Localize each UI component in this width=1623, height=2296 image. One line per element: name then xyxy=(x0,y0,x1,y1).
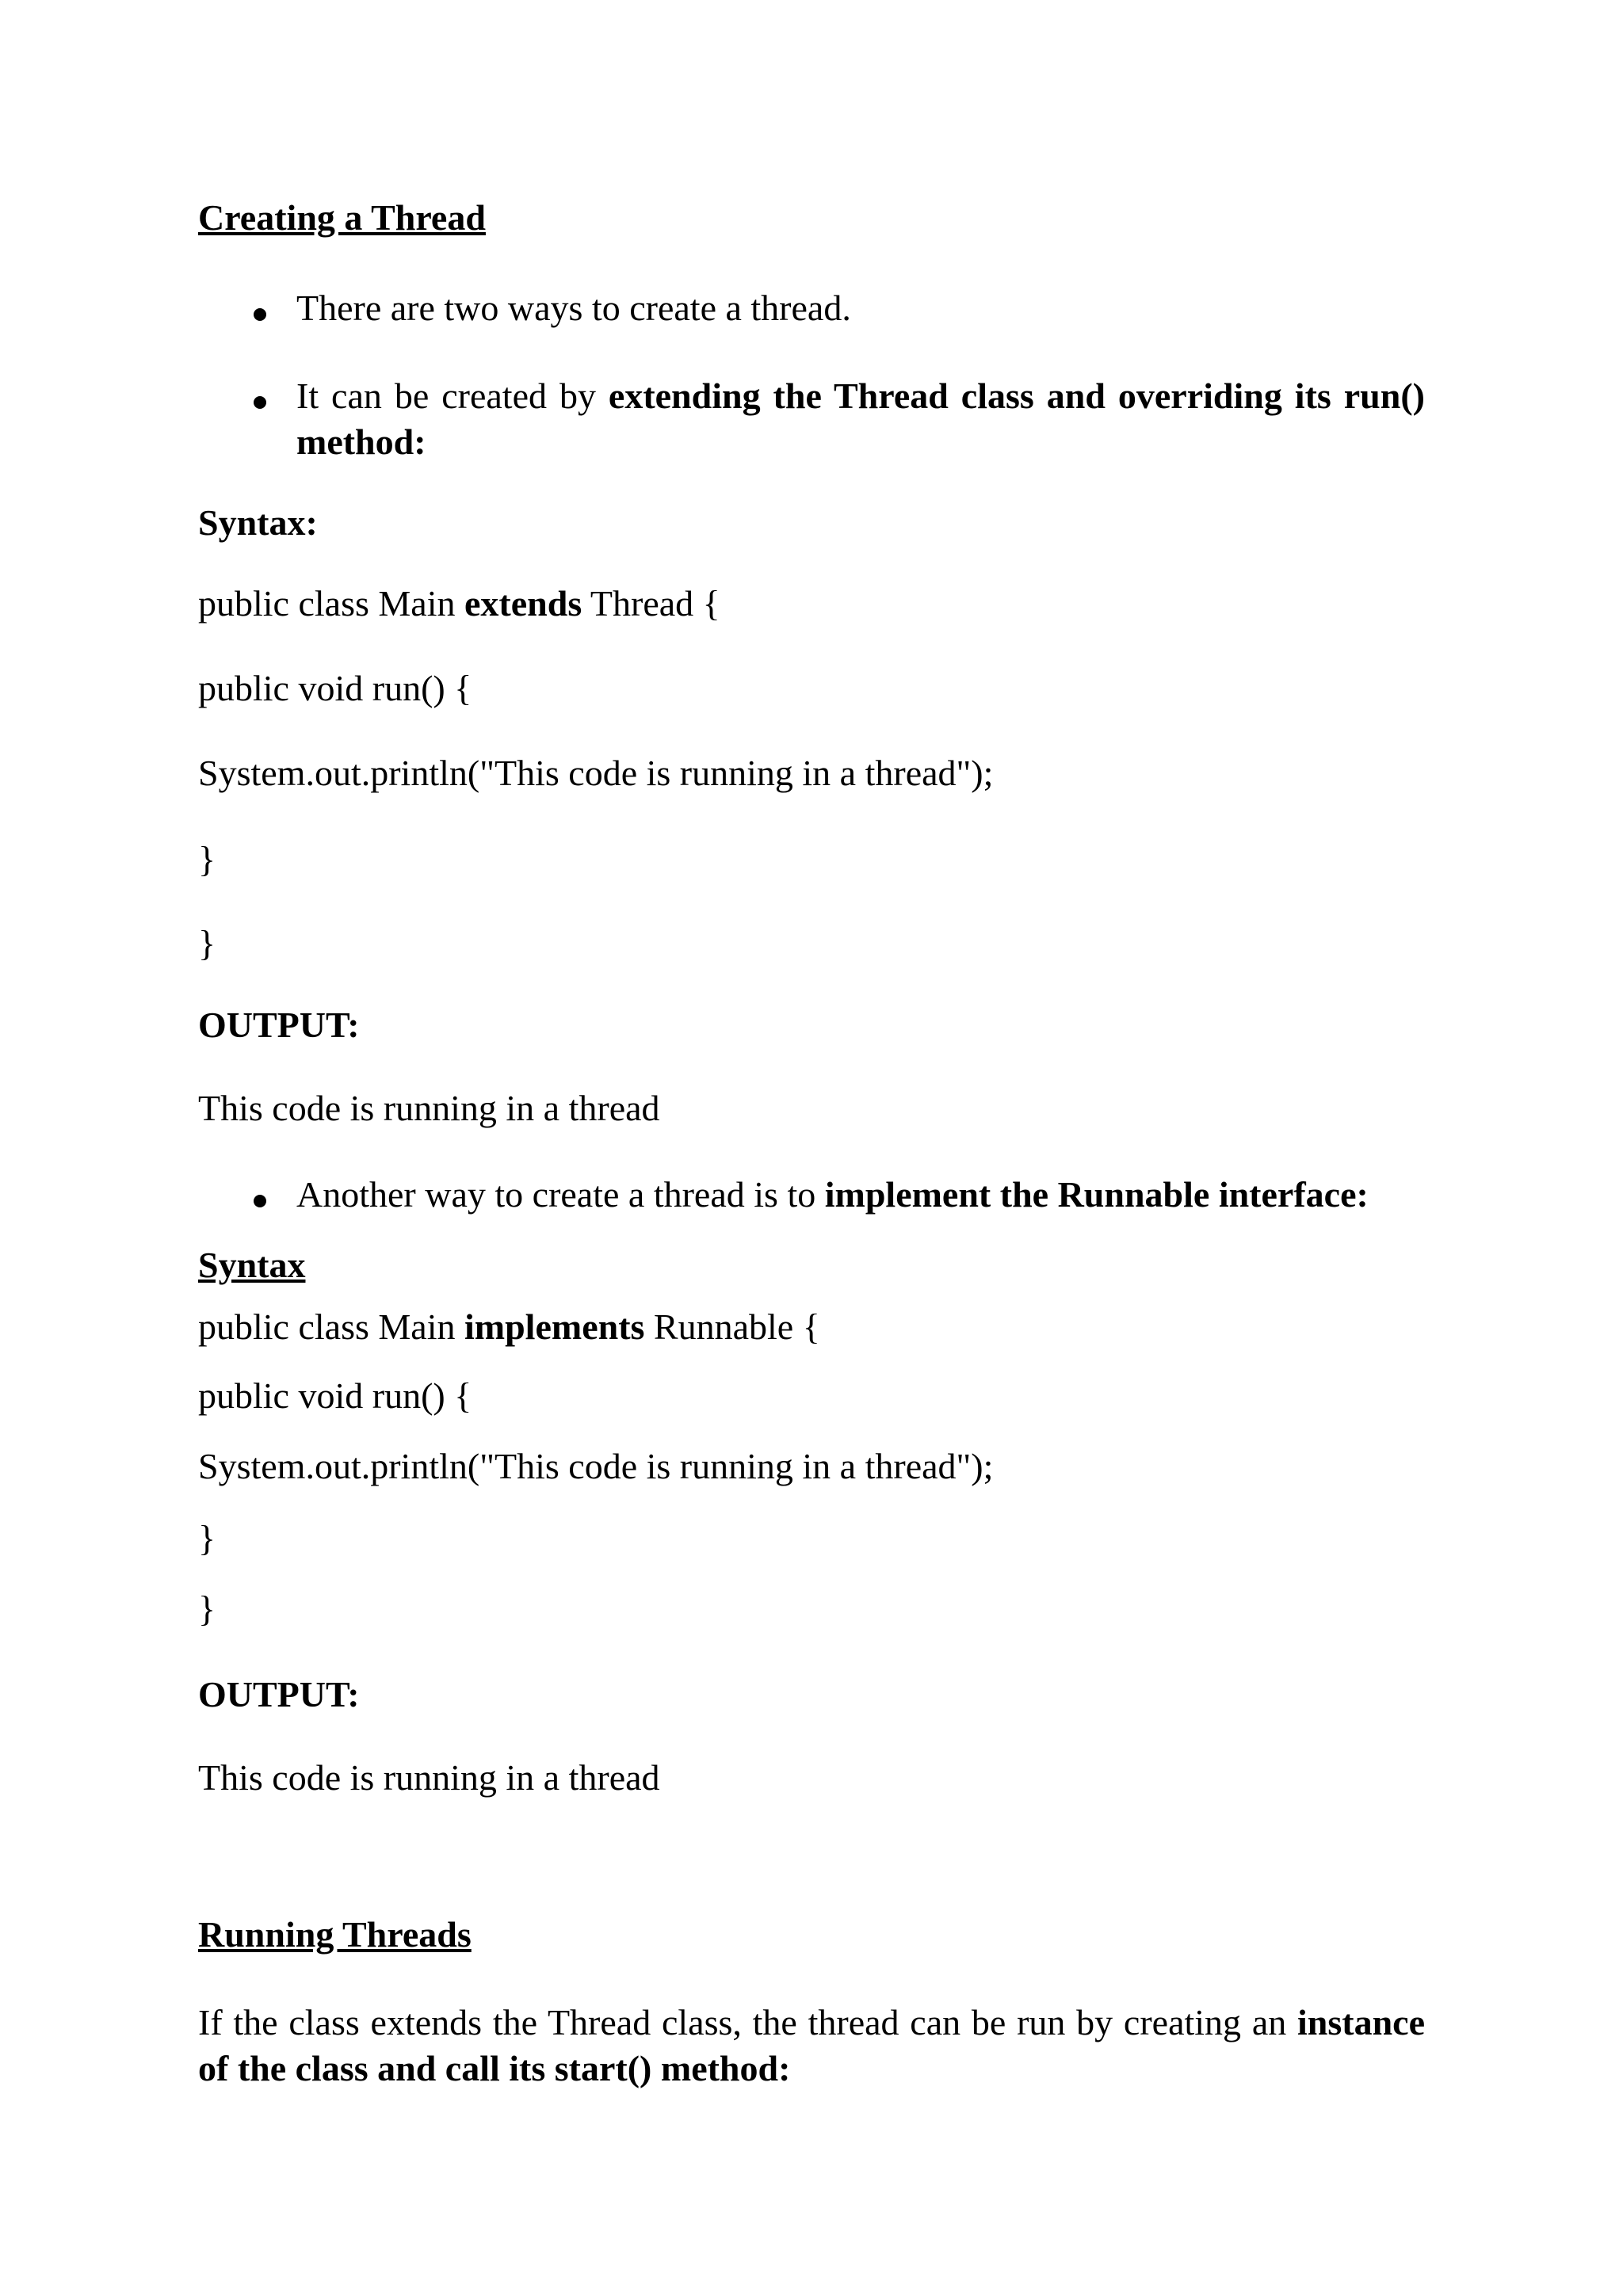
code-keyword-extends: extends xyxy=(464,583,582,624)
code-text: public class Main xyxy=(198,583,464,624)
bullet-two-ways: There are two ways to create a thread. xyxy=(296,288,851,328)
code-line-run: public void run() { xyxy=(198,668,472,708)
syntax-label-1: Syntax: xyxy=(198,502,318,543)
bullet-extending-bold: extending the Thread class and overriding its run() method: xyxy=(296,376,1425,462)
bullet-runnable-bold: implement the Runnable interface: xyxy=(824,1174,1369,1215)
code-line-run: public void run() { xyxy=(198,1375,472,1416)
bullet-extending-pre: It can be created by xyxy=(296,376,609,416)
bullet-dot xyxy=(254,396,266,409)
code-line-class-implements xyxy=(198,1304,1425,1350)
code-line-println: System.out.println("This code is running in a thread"); xyxy=(198,753,994,793)
heading-creating-a-thread: Creating a Thread xyxy=(198,197,486,238)
bullet-runnable xyxy=(296,1172,1425,1218)
code-line-class-extends xyxy=(198,581,1425,627)
code-text: Runnable { xyxy=(644,1306,820,1347)
syntax-label-2: Syntax xyxy=(198,1245,306,1285)
code-line-println: System.out.println("This code is running in a thread"); xyxy=(198,1446,994,1486)
paragraph-running-threads xyxy=(198,2000,1425,2092)
code-text: Thread { xyxy=(582,583,720,624)
output-text-1: This code is running in a thread xyxy=(198,1088,660,1128)
code-keyword-implements: implements xyxy=(464,1306,645,1347)
paragraph-bold-text: instance of the class and call its start() method: xyxy=(198,2002,1425,2088)
bullet-dot xyxy=(254,1195,266,1207)
bullet-dot xyxy=(254,308,266,321)
code-line-close-brace: } xyxy=(198,839,216,879)
output-label-1: OUTPUT: xyxy=(198,1005,360,1045)
heading-running-threads: Running Threads xyxy=(198,1914,472,1955)
code-line-close-brace: } xyxy=(198,923,216,963)
output-text-2: This code is running in a thread xyxy=(198,1757,660,1798)
code-line-close-brace: } xyxy=(198,1518,216,1558)
paragraph-text: If the class extends the Thread class, the thread can be run by creating an xyxy=(198,2002,1297,2042)
code-text: public class Main xyxy=(198,1306,464,1347)
bullet-runnable-pre: Another way to create a thread is to xyxy=(296,1174,825,1215)
bullet-extending-thread xyxy=(296,373,1425,465)
code-line-close-brace: } xyxy=(198,1589,216,1629)
output-label-2: OUTPUT: xyxy=(198,1674,360,1714)
